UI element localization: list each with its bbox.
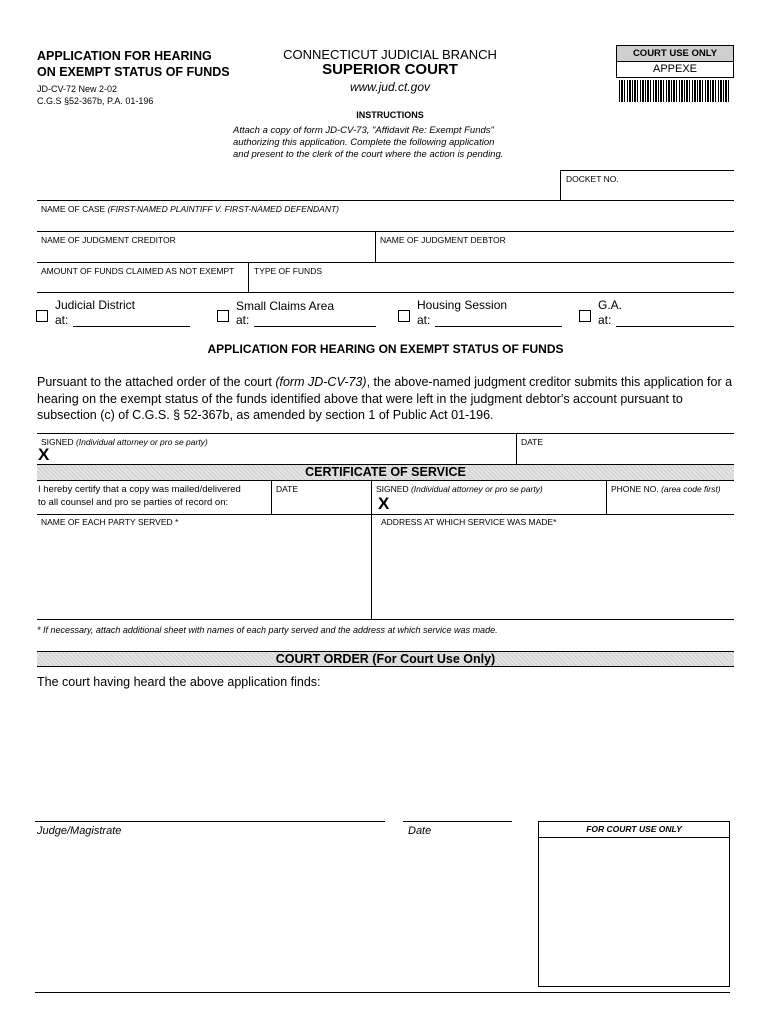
phone-number-field[interactable]	[607, 494, 734, 514]
housing-session-at-field[interactable]	[435, 326, 562, 327]
court-type-at: at:	[417, 313, 431, 327]
instructions-text	[233, 125, 503, 161]
court-findings-text: The court having heard the above application finds:	[37, 675, 321, 689]
phone-number-label	[611, 484, 721, 494]
form-title-line1: APPLICATION FOR HEARING	[37, 49, 212, 63]
court-type-at: at:	[598, 313, 612, 327]
court-type-label: Judicial District	[55, 298, 136, 312]
statute-reference: C.G.S §52-367b, P.A. 01-196	[37, 96, 154, 106]
applicant-date-field[interactable]	[517, 447, 734, 464]
court-order-heading: COURT ORDER (For Court Use Only)	[275, 652, 496, 666]
docket-number-field[interactable]	[561, 184, 734, 200]
applicant-date-label: DATE	[521, 437, 544, 447]
service-signature-field[interactable]	[396, 494, 605, 514]
court-type-ga	[578, 297, 736, 329]
instructions-line2: authorizing this application. Complete the following application	[233, 137, 495, 148]
phone-hint: (area code first)	[661, 484, 721, 494]
certify-statement	[38, 484, 241, 509]
divider	[37, 262, 734, 263]
docket-number-label: DOCKET NO.	[566, 174, 619, 184]
divider	[37, 200, 734, 201]
amount-claimed-field[interactable]	[37, 276, 248, 292]
type-of-funds-label: TYPE OF FUNDS	[254, 266, 323, 276]
service-signature-label	[376, 484, 543, 494]
divider	[560, 170, 734, 171]
form-barcode	[619, 80, 731, 102]
applicant-signature-label	[41, 437, 208, 447]
form-title-line2: ON EXEMPT STATUS OF FUNDS	[37, 65, 230, 79]
divider	[538, 837, 730, 838]
judgment-creditor-field[interactable]	[37, 245, 375, 262]
divider	[37, 433, 734, 434]
form-number: JD-CV-72 New 2-02	[37, 84, 118, 94]
court-type-judicial-district	[35, 297, 195, 329]
court-type-at: at:	[236, 313, 250, 327]
judge-label: Judge/Magistrate	[37, 825, 122, 837]
party-served-label: NAME OF EACH PARTY SERVED *	[41, 517, 179, 527]
divider	[37, 231, 734, 232]
website: www.jud.ct.gov	[349, 80, 431, 94]
judgment-debtor-field[interactable]	[376, 245, 734, 262]
court-findings-area[interactable]	[37, 693, 734, 818]
service-footnote: * If necessary, attach additional sheet with names of each party served and the address at which service was made.	[37, 625, 498, 635]
ga-checkbox[interactable]	[579, 310, 591, 322]
case-name-hint: (FIRST-NAMED PLAINTIFF V. FIRST-NAMED DEFENDANT)	[107, 204, 339, 214]
small-claims-at-field[interactable]	[254, 326, 376, 327]
type-of-funds-field[interactable]	[249, 276, 734, 292]
applicant-sign-mark: X	[38, 445, 50, 464]
housing-session-checkbox[interactable]	[398, 310, 410, 322]
court-type-housing-session	[397, 297, 567, 329]
application-heading: APPLICATION FOR HEARING ON EXEMPT STATUS OF FUNDS	[207, 342, 564, 356]
court-order-bar	[37, 651, 734, 667]
court-code: APPEXE	[652, 63, 698, 75]
service-signed-hint: (Individual attorney or pro se party)	[410, 484, 543, 494]
instructions-line3: and present to the clerk of the court where the action is pending.	[233, 149, 504, 160]
application-body-part1: Pursuant to the attached order of the court	[37, 375, 276, 389]
order-date-line[interactable]	[403, 821, 512, 822]
court-type-label: Small Claims Area	[236, 299, 335, 313]
case-name-label	[41, 204, 339, 214]
court-type-label: G.A.	[598, 298, 623, 312]
court-use-only-box	[616, 45, 734, 78]
certify-line2: to all counsel and pro se parties of record on:	[38, 496, 229, 508]
ga-at-field[interactable]	[616, 326, 734, 327]
applicant-signature-field[interactable]	[58, 447, 513, 464]
judgment-debtor-label: NAME OF JUDGMENT DEBTOR	[380, 235, 506, 245]
amount-claimed-label: AMOUNT OF FUNDS CLAIMED AS NOT EXEMPT	[41, 266, 235, 276]
application-form-reference: (form JD-CV-73)	[275, 375, 367, 389]
service-date-field[interactable]	[272, 494, 371, 514]
order-date-label: Date	[408, 825, 432, 837]
instructions-line1: Attach a copy of form JD-CV-73, "Affidavit Re: Exempt Funds"	[233, 125, 494, 136]
judgment-creditor-label: NAME OF JUDGMENT CREDITOR	[41, 235, 176, 245]
instructions-title: INSTRUCTIONS	[356, 110, 424, 120]
form-title	[37, 48, 230, 80]
court-use-only-header: COURT USE ONLY	[617, 46, 733, 62]
judicial-district-at-field[interactable]	[73, 326, 190, 327]
certificate-of-service-bar	[37, 464, 734, 481]
application-body	[37, 374, 737, 424]
certificate-heading: CERTIFICATE OF SERVICE	[305, 465, 466, 479]
case-name-field[interactable]	[37, 214, 734, 231]
for-court-use-label: FOR COURT USE ONLY	[586, 824, 682, 834]
case-name-label-text: NAME OF CASE	[41, 204, 108, 214]
party-served-field[interactable]	[37, 528, 371, 619]
divider	[37, 619, 734, 620]
court-type-label: Housing Session	[417, 298, 508, 312]
small-claims-checkbox[interactable]	[217, 310, 229, 322]
judicial-district-checkbox[interactable]	[36, 310, 48, 322]
phone-label-text: PHONE NO.	[611, 484, 662, 494]
court-type-at: at:	[55, 313, 69, 327]
page-bottom-rule	[35, 992, 730, 993]
divider	[37, 514, 734, 515]
applicant-signed-text: SIGNED	[41, 437, 76, 447]
divider	[37, 292, 734, 293]
certify-line1: I hereby certify that a copy was mailed/delivered	[38, 484, 241, 495]
service-address-label: ADDRESS AT WHICH SERVICE WAS MADE*	[381, 517, 557, 527]
court-name: SUPERIOR COURT	[322, 61, 458, 78]
court-type-small-claims	[216, 297, 381, 329]
branch-name: CONNECTICUT JUDICIAL BRANCH	[283, 47, 497, 62]
judge-signature-line[interactable]	[35, 821, 385, 822]
service-signed-text: SIGNED	[376, 484, 411, 494]
applicant-signed-hint: (Individual attorney or pro se party)	[75, 437, 208, 447]
application-body-part2: , the above-named judgment creditor submits this application for a hearing on the exempt status of the funds identified above that were left in the judgment debtor's account pursuant to subsection (c) of C.G.S. § 52-367b, as amended by section 1 of Public Act 01-196.	[37, 375, 733, 422]
service-date-label: DATE	[276, 484, 299, 494]
for-court-use-box[interactable]	[538, 821, 730, 987]
service-sign-mark: X	[378, 494, 390, 513]
service-address-field[interactable]	[372, 528, 734, 619]
